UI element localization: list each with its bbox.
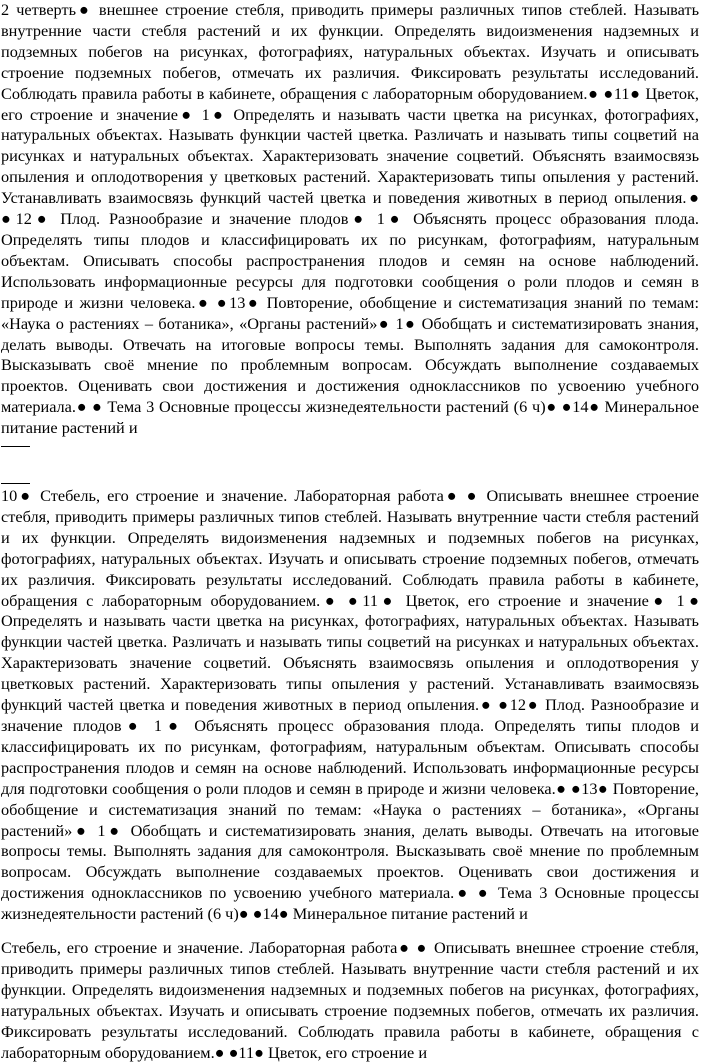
separator-line bbox=[1, 446, 30, 447]
text-block-first: 2 четверть● внешнее строение стебля, приводить примеры различных типов стеблей. Называть внутренние части стебля растений и их функции. Определять видоизменения надземных и подземных побегов на рисунках, фотографиях, натуральных объектах. Изучать и описывать строение подземных побегов, отмечать их различия. Фиксировать результаты исследований. Соблюдать правила работы в кабинете, обращения с лабораторным оборудованием.● ●11● Цветок, его строение и значение● 1● Определять и называть части цветка на рисунках, фотографиях, натуральных объектах. Называть функции частей цветка. Различать и называть типы соцветий на рисунках и натуральных объектах. Характеризовать значение соцветий. Объяснять взаимосвязь опыления и оплодотворения у цветковых растений. Характеризовать типы опыления у растений. Устанавливать взаимосвязь функций частей цветка и поведения животных в период опыления.● ●12● Плод. Разнообразие и значение плодов● 1● Объяснять процесс образования плода. Определять типы плодов и классифицировать их по рисункам, фотографиям, натуральным объектам. Описывать способы распространения плодов и семян на основе наблюдений. Использовать информационные ресурсы для подготовки сообщения о роли плодов и семян в природе и жизни человека.● ●13● Повторение, обобщение и систематизация знаний по темам: «Наука о растениях – ботаника», «Органы растений»● 1● Обобщать и систематизировать знания, делать выводы. Отвечать на итоговые вопросы темы. Выполнять задания для самоконтроля. Высказывать своё мнение по проблемным вопросам. Обсуждать выполнение создаваемых проектов. Оценивать свои достижения и достижения одноклассников по усвоению учебного материала.● ● Тема 3 Основные процессы жизнедеятельности растений (6 ч)● ●14● Минеральное питание растений и bbox=[1, 0, 699, 438]
separator-line bbox=[1, 483, 30, 484]
text-block-second: 10● Стебель, его строение и значение. Лабораторная работа● ● Описывать внешнее строение стебля, приводить примеры различных типов стеблей. Называть внутренние части стебля растений и их функции. Определять видоизменения надземных и подземных побегов на рисунках, фотографиях, натуральных объектах. Изучать и описывать строение подземных побегов, отмечать их различия. Фиксировать результаты исследований. Соблюдать правила работы в кабинете, обращения с лабораторным оборудованием.● ●11● Цветок, его строение и значение● 1● Определять и называть части цветка на рисунках, фотографиях, натуральных объектах. Называть функции частей цветка. Различать и называть типы соцветий на рисунках и натуральных объектах. Характеризовать значение соцветий. Объяснять взаимосвязь опыления и оплодотворения у цветковых растений. Характеризовать типы опыления у растений. Устанавливать взаимосвязь функций частей цветка и поведения животных в период опыления.● ●12● Плод. Разнообразие и значение плодов● 1● Объяснять процесс образования плода. Определять типы плодов и классифицировать их по рисункам, фотографиям, натуральным объектам. Описывать способы распространения плодов и семян на основе наблюдений. Использовать информационные ресурсы для подготовки сообщения о роли плодов и семян в природе и жизни человека.● ●13● Повторение, обобщение и систематизация знаний по темам: «Наука о растениях – ботаника», «Органы растений»● 1● Обобщать и систематизировать знания, делать выводы. Отвечать на итоговые вопросы темы. Выполнять задания для самоконтроля. Высказывать своё мнение по проблемным вопросам. Обсуждать выполнение создаваемых проектов. Оценивать свои достижения и достижения одноклассников по усвоению учебного материала.● ● Тема 3 Основные процессы жизнедеятельности растений (6 ч)● ●14● Минеральное питание растений и bbox=[1, 486, 699, 924]
text-block-third: Стебель, его строение и значение. Лабораторная работа● ● Описывать внешнее строение стебля, приводить примеры различных типов стеблей. Называть внутренние части стебля растений и их функции. Определять видоизменения надземных и подземных побегов на рисунках, фотографиях, натуральных объектах. Изучать и описывать строение подземных побегов, отмечать их различия. Фиксировать результаты исследований. Соблюдать правила работы в кабинете, обращения с лабораторным оборудованием.● ●11● Цветок, его строение и bbox=[1, 938, 699, 1062]
